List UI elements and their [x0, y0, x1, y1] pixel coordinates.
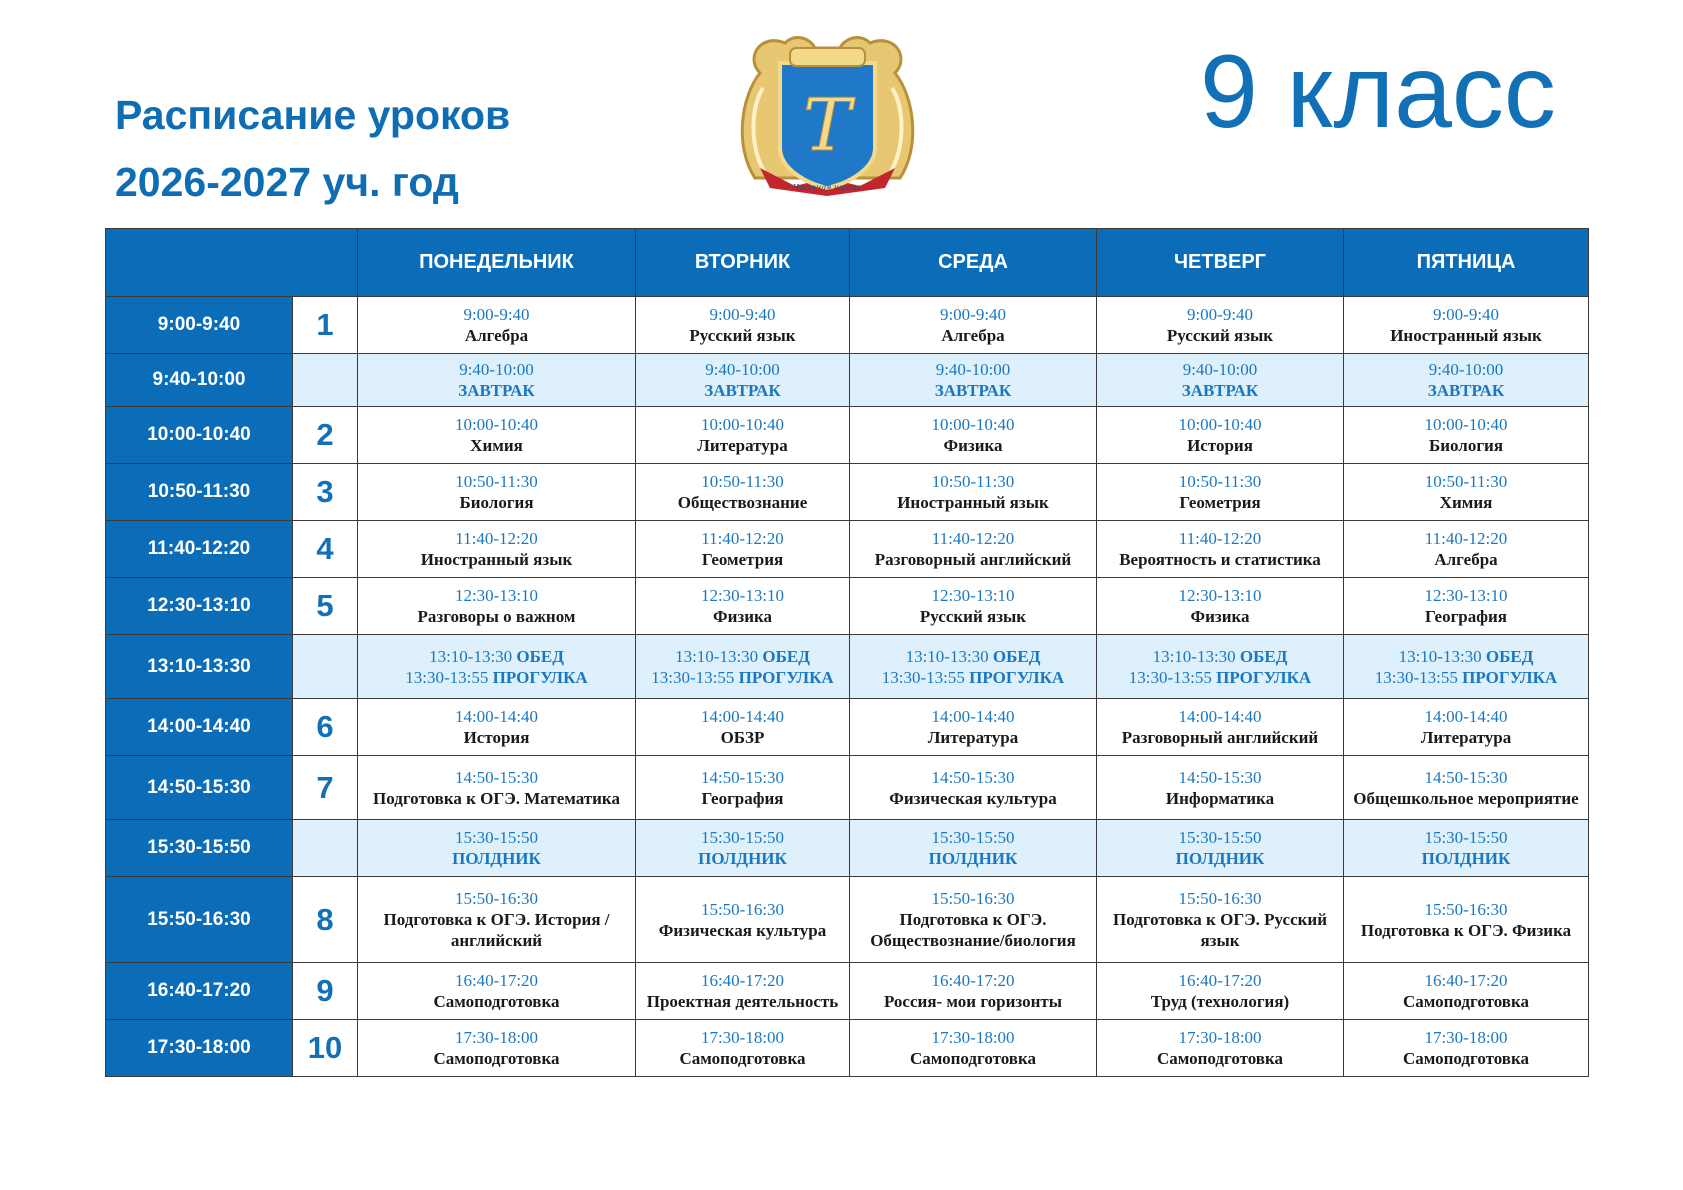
time-slot: 9:00-9:40 [106, 297, 293, 354]
subject-name: География [1425, 607, 1507, 626]
table-row [106, 699, 1589, 756]
schedule-cell [636, 297, 850, 354]
cell-time: 10:50-11:30 [1424, 472, 1508, 491]
lesson-number: 5 [293, 578, 358, 635]
schedule-cell [850, 963, 1097, 1020]
cell-time: 14:50-15:30 [454, 767, 539, 787]
subject-name: Самоподготовка [909, 1049, 1037, 1068]
cell-time: 10:00-10:40 [1178, 415, 1262, 434]
lesson-number: 9 [293, 963, 358, 1020]
walk-label: ПРОГУЛКА [492, 667, 588, 687]
cell-time: 14:00-14:40 [700, 707, 785, 726]
schedule-cell [850, 297, 1097, 354]
schedule-cell [1097, 578, 1344, 635]
time-slot: 13:10-13:30 [106, 635, 293, 699]
cell-time: 14:00-14:40 [1424, 707, 1508, 726]
schedule-cell [850, 407, 1097, 464]
cell-time: 10:50-11:30 [701, 472, 784, 491]
cell-time: 16:40-17:20 [454, 971, 539, 990]
cell-time: 9:00-9:40 [1432, 305, 1500, 324]
day-header-tuesday: ВТОРНИК [636, 229, 850, 297]
cell-time: 16:40-17:20 [700, 971, 785, 990]
cell-time: 14:50-15:30 [1424, 767, 1508, 787]
cell-time: 11:40-12:20 [1178, 529, 1262, 548]
cell-time: 10:50-11:30 [455, 472, 538, 491]
subject-name: Подготовка к ОГЭ. Обществознание/биология [870, 910, 1076, 950]
lesson-number: 8 [293, 877, 358, 963]
cell-time: 11:40-12:20 [455, 529, 538, 548]
subject-name: Биология [1428, 436, 1504, 455]
time-slot: 15:30-15:50 [106, 820, 293, 877]
schedule-cell [850, 699, 1097, 756]
lunch-label: ОБЕД [516, 646, 564, 666]
subject-name: Обществознание [677, 493, 808, 512]
table-row [106, 521, 1589, 578]
cell-time: 10:50-11:30 [1178, 472, 1262, 491]
schedule-cell [1344, 297, 1589, 354]
subject-name: Русский язык [919, 607, 1027, 626]
school-crest-logo-icon [735, 28, 920, 196]
subject-name: Подготовка к ОГЭ. История /английский [383, 910, 610, 950]
schedule-cell [358, 407, 636, 464]
svg-text:Частная школа: Частная школа [793, 183, 861, 192]
lunch-label: ОБЕД [992, 646, 1041, 666]
schedule-cell [1097, 963, 1344, 1020]
subject-name: Самоподготовка [1402, 992, 1530, 1011]
cell-time: 16:40-17:20 [1178, 971, 1262, 990]
cell-time: 9:40-10:00 [459, 360, 534, 379]
subject-name: Алгебра [941, 326, 1005, 345]
time-slot: 17:30-18:00 [106, 1020, 293, 1077]
time-slot: 14:00-14:40 [106, 699, 293, 756]
walk-line [1099, 667, 1341, 688]
cell-time: 9:00-9:40 [709, 305, 776, 324]
cell-time: 15:30-15:50 [1424, 828, 1508, 847]
cell-time: 9:40-10:00 [1182, 360, 1258, 379]
walk-time: 13:30-13:55 [1374, 667, 1458, 687]
day-header-monday: ПОНЕДЕЛЬНИК [358, 229, 636, 297]
time-slot: 12:30-13:10 [106, 578, 293, 635]
schedule-cell [1097, 297, 1344, 354]
cell-time: 15:30-15:50 [700, 828, 785, 847]
schedule-cell [636, 877, 850, 963]
schedule-cell [1344, 877, 1589, 963]
schedule-cell [1097, 354, 1344, 407]
walk-line [360, 667, 633, 688]
subject-name: Русский язык [1166, 326, 1274, 345]
schedule-cell [358, 521, 636, 578]
schedule-cell [1344, 407, 1589, 464]
lesson-number: 2 [293, 407, 358, 464]
cell-time: 9:00-9:40 [939, 305, 1007, 324]
cell-time: 12:30-13:10 [931, 586, 1015, 605]
schedule-cell [358, 1020, 636, 1077]
schedule-cell [1344, 756, 1589, 820]
table-row [106, 635, 1589, 699]
subject-name: История [1187, 436, 1253, 455]
cell-time: 12:30-13:10 [1424, 586, 1508, 605]
subject-name: ОБЗР [720, 728, 765, 747]
schedule-cell [636, 699, 850, 756]
table-row [106, 820, 1589, 877]
schedule-cell [1097, 877, 1344, 963]
walk-time: 13:30-13:55 [1128, 667, 1212, 687]
schedule-cell [1097, 521, 1344, 578]
subject-name: Подготовка к ОГЭ. Физика [1360, 920, 1572, 940]
schedule-cell [850, 464, 1097, 521]
cell-time: 11:40-12:20 [931, 529, 1015, 548]
time-slot: 11:40-12:20 [106, 521, 293, 578]
schedule-cell [358, 578, 636, 635]
title-line-2: 2026-2027 уч. год [115, 159, 459, 205]
cell-time: 15:50-16:30 [1178, 889, 1262, 908]
day-header-thursday: ЧЕТВЕРГ [1097, 229, 1344, 297]
walk-time: 13:30-13:55 [881, 667, 965, 687]
schedule-cell [1344, 1020, 1589, 1077]
walk-time: 13:30-13:55 [651, 667, 735, 687]
subject-name: Разговоры о важном [417, 607, 576, 626]
schedule-cell [1344, 635, 1589, 699]
schedule-cell [1097, 635, 1344, 699]
cell-time: 15:30-15:50 [454, 828, 539, 847]
schedule-cell [1344, 578, 1589, 635]
cell-time: 17:30-18:00 [931, 1028, 1015, 1047]
schedule-cell [850, 877, 1097, 963]
schedule-cell [358, 297, 636, 354]
walk-label: ПРОГУЛКА [1216, 667, 1312, 687]
page-title [115, 82, 510, 216]
cell-time: 15:50-16:30 [454, 889, 539, 908]
cell-time: 16:40-17:20 [931, 971, 1015, 990]
time-slot: 10:50-11:30 [106, 464, 293, 521]
schedule-cell [636, 820, 850, 877]
schedule-cell [850, 578, 1097, 635]
table-row [106, 297, 1589, 354]
subject-name: Разговорный английский [1121, 728, 1319, 747]
schedule-cell [636, 407, 850, 464]
lesson-number: 4 [293, 521, 358, 578]
subject-name: Русский язык [689, 326, 796, 345]
subject-name: Алгебра [1434, 550, 1498, 569]
lunch-line [1099, 646, 1341, 667]
schedule-cell [850, 354, 1097, 407]
schedule-cell [1097, 407, 1344, 464]
table-row [106, 756, 1589, 820]
cell-time: 15:50-16:30 [700, 899, 785, 919]
lunch-line [1346, 646, 1586, 667]
lunch-time: 13:10-13:30 [675, 646, 759, 666]
subject-name: Подготовка к ОГЭ. Русский язык [1112, 910, 1328, 950]
schedule-cell [850, 820, 1097, 877]
time-slot: 10:00-10:40 [106, 407, 293, 464]
meal-label: ПОЛДНИК [698, 849, 787, 868]
meal-label: ЗАВТРАК [934, 381, 1012, 400]
time-slot: 16:40-17:20 [106, 963, 293, 1020]
schedule-cell [358, 877, 636, 963]
schedule-cell [1344, 963, 1589, 1020]
subject-name: Геометрия [1179, 493, 1261, 512]
lesson-number [293, 354, 358, 407]
lunch-time: 13:10-13:30 [429, 646, 513, 666]
walk-label: ПРОГУЛКА [969, 667, 1065, 687]
schedule-cell [636, 464, 850, 521]
schedule-cell [358, 635, 636, 699]
schedule-body [106, 297, 1589, 1077]
lunch-time: 13:10-13:30 [1152, 646, 1236, 666]
time-slot: 14:50-15:30 [106, 756, 293, 820]
lesson-number: 10 [293, 1020, 358, 1077]
cell-time: 10:00-10:40 [454, 415, 539, 434]
lesson-number: 7 [293, 756, 358, 820]
schedule-cell [1344, 820, 1589, 877]
lunch-line [360, 646, 633, 667]
schedule-cell [358, 756, 636, 820]
cell-time: 14:00-14:40 [1178, 707, 1262, 726]
lesson-number: 3 [293, 464, 358, 521]
cell-time: 14:50-15:30 [1178, 767, 1262, 787]
cell-time: 14:00-14:40 [454, 707, 539, 726]
cell-time: 9:00-9:40 [1186, 305, 1254, 324]
schedule-cell [636, 1020, 850, 1077]
cell-time: 12:30-13:10 [1178, 586, 1262, 605]
meal-label: ЗАВТРАК [704, 381, 781, 400]
schedule-cell [636, 756, 850, 820]
table-row [106, 578, 1589, 635]
time-slot: 15:50-16:30 [106, 877, 293, 963]
cell-time: 9:40-10:00 [935, 360, 1011, 379]
subject-name: Биология [459, 493, 534, 512]
walk-label: ПРОГУЛКА [738, 667, 834, 687]
lesson-number [293, 635, 358, 699]
subject-name: Физика [943, 436, 1003, 455]
subject-name: Общешкольное мероприятие [1353, 788, 1579, 808]
cell-time: 10:00-10:40 [700, 415, 785, 434]
cell-time: 9:00-9:40 [463, 305, 530, 324]
schedule-cell [1097, 820, 1344, 877]
cell-time: 16:40-17:20 [1424, 971, 1508, 990]
lunch-label: ОБЕД [762, 646, 810, 666]
subject-name: Россия- мои горизонты [883, 992, 1063, 1011]
cell-time: 15:30-15:50 [1178, 828, 1262, 847]
schedule-cell [358, 820, 636, 877]
schedule-cell [1097, 464, 1344, 521]
cell-time: 9:40-10:00 [1428, 360, 1504, 379]
cell-time: 10:00-10:40 [1424, 415, 1508, 434]
schedule-cell [850, 756, 1097, 820]
subject-name: Самоподготовка [1402, 1049, 1530, 1068]
meal-label: ЗАВТРАК [1427, 381, 1505, 400]
table-row [106, 407, 1589, 464]
subject-name: Иностранный язык [1390, 326, 1542, 345]
subject-name: Химия [1439, 493, 1493, 512]
schedule-table [105, 228, 1589, 1077]
schedule-cell [358, 464, 636, 521]
title-line-1: Расписание уроков [115, 92, 511, 138]
meal-label: ПОЛДНИК [1175, 849, 1265, 868]
subject-name: Физическая культура [889, 788, 1057, 808]
schedule-cell [850, 1020, 1097, 1077]
schedule-cell [1097, 699, 1344, 756]
subject-name: Литература [927, 728, 1019, 747]
day-header-wednesday: СРЕДА [850, 229, 1097, 297]
walk-line [852, 667, 1094, 688]
subject-name: Информатика [1165, 788, 1275, 808]
subject-name: Вероятность и статистика [1119, 550, 1321, 569]
schedule-cell [636, 578, 850, 635]
subject-name: Разговорный английский [874, 550, 1072, 569]
schedule-cell [1344, 521, 1589, 578]
schedule-cell [636, 521, 850, 578]
day-header-friday: ПЯТНИЦА [1344, 229, 1589, 297]
table-row [106, 1020, 1589, 1077]
subject-name: Литература [697, 436, 788, 455]
schedule-cell [1344, 354, 1589, 407]
lunch-label: ОБЕД [1239, 646, 1288, 666]
cell-time: 14:00-14:40 [931, 707, 1015, 726]
schedule-cell [1344, 464, 1589, 521]
cell-time: 17:30-18:00 [454, 1028, 539, 1047]
svg-text:T: T [802, 83, 852, 167]
header-corner [106, 229, 358, 297]
schedule-cell [850, 521, 1097, 578]
subject-name: Подготовка к ОГЭ. Математика [373, 788, 620, 808]
table-row [106, 877, 1589, 963]
cell-time: 14:50-15:30 [931, 767, 1015, 787]
meal-label: ПОЛДНИК [928, 849, 1018, 868]
meal-label: ПОЛДНИК [1421, 849, 1511, 868]
lesson-number: 6 [293, 699, 358, 756]
cell-time: 11:40-12:20 [701, 529, 784, 548]
cell-time: 15:50-16:30 [931, 889, 1015, 908]
subject-name: Иностранный язык [420, 550, 573, 569]
subject-name: История [463, 728, 530, 747]
cell-time: 17:30-18:00 [1178, 1028, 1262, 1047]
subject-name: Физическая культура [658, 920, 827, 940]
header-row [106, 229, 1589, 297]
meal-label: ЗАВТРАК [458, 381, 535, 400]
subject-name: Химия [470, 436, 523, 455]
cell-time: 12:30-13:10 [454, 586, 539, 605]
cell-time: 9:40-10:00 [705, 360, 780, 379]
subject-name: Труд (технология) [1150, 992, 1290, 1011]
cell-time: 15:50-16:30 [1424, 899, 1508, 919]
schedule-cell [358, 963, 636, 1020]
subject-name: Проектная деятельность [646, 992, 839, 1011]
cell-time: 10:00-10:40 [931, 415, 1015, 434]
schedule-cell [636, 635, 850, 699]
schedule-cell [358, 354, 636, 407]
schedule-cell [358, 699, 636, 756]
meal-label: ПОЛДНИК [452, 849, 541, 868]
cell-time: 17:30-18:00 [700, 1028, 785, 1047]
subject-name: Физика [1190, 607, 1250, 626]
cell-time: 11:40-12:20 [1424, 529, 1508, 548]
walk-label: ПРОГУЛКА [1462, 667, 1558, 687]
table-row [106, 354, 1589, 407]
lunch-line [852, 646, 1094, 667]
lesson-number: 1 [293, 297, 358, 354]
schedule-cell [636, 354, 850, 407]
subject-name: Иностранный язык [897, 493, 1049, 512]
lesson-number [293, 820, 358, 877]
lunch-label: ОБЕД [1485, 646, 1534, 666]
table-row [106, 464, 1589, 521]
subject-name: География [701, 788, 784, 808]
subject-name: Алгебра [464, 326, 529, 345]
meal-label: ЗАВТРАК [1181, 381, 1259, 400]
subject-name: Самоподготовка [679, 1049, 806, 1068]
schedule-cell [850, 635, 1097, 699]
subject-name: Литература [1420, 728, 1512, 747]
subject-name: Самоподготовка [433, 1049, 560, 1068]
schedule-cell [1097, 1020, 1344, 1077]
subject-name: Самоподготовка [1156, 1049, 1284, 1068]
subject-name: Самоподготовка [433, 992, 560, 1011]
cell-time: 10:50-11:30 [931, 472, 1015, 491]
time-slot: 9:40-10:00 [106, 354, 293, 407]
schedule-cell [636, 963, 850, 1020]
grade-label: 9 класс [1200, 34, 1556, 150]
schedule-cell [1344, 699, 1589, 756]
walk-line [638, 667, 847, 688]
lunch-line [638, 646, 847, 667]
cell-time: 14:50-15:30 [700, 767, 785, 787]
schedule-cell [1097, 756, 1344, 820]
subject-name: Физика [712, 607, 773, 626]
walk-line [1346, 667, 1586, 688]
table-row [106, 963, 1589, 1020]
cell-time: 12:30-13:10 [700, 586, 785, 605]
walk-time: 13:30-13:55 [405, 667, 489, 687]
cell-time: 15:30-15:50 [931, 828, 1015, 847]
lunch-time: 13:10-13:30 [905, 646, 989, 666]
cell-time: 17:30-18:00 [1424, 1028, 1508, 1047]
subject-name: Геометрия [701, 550, 784, 569]
lunch-time: 13:10-13:30 [1398, 646, 1482, 666]
